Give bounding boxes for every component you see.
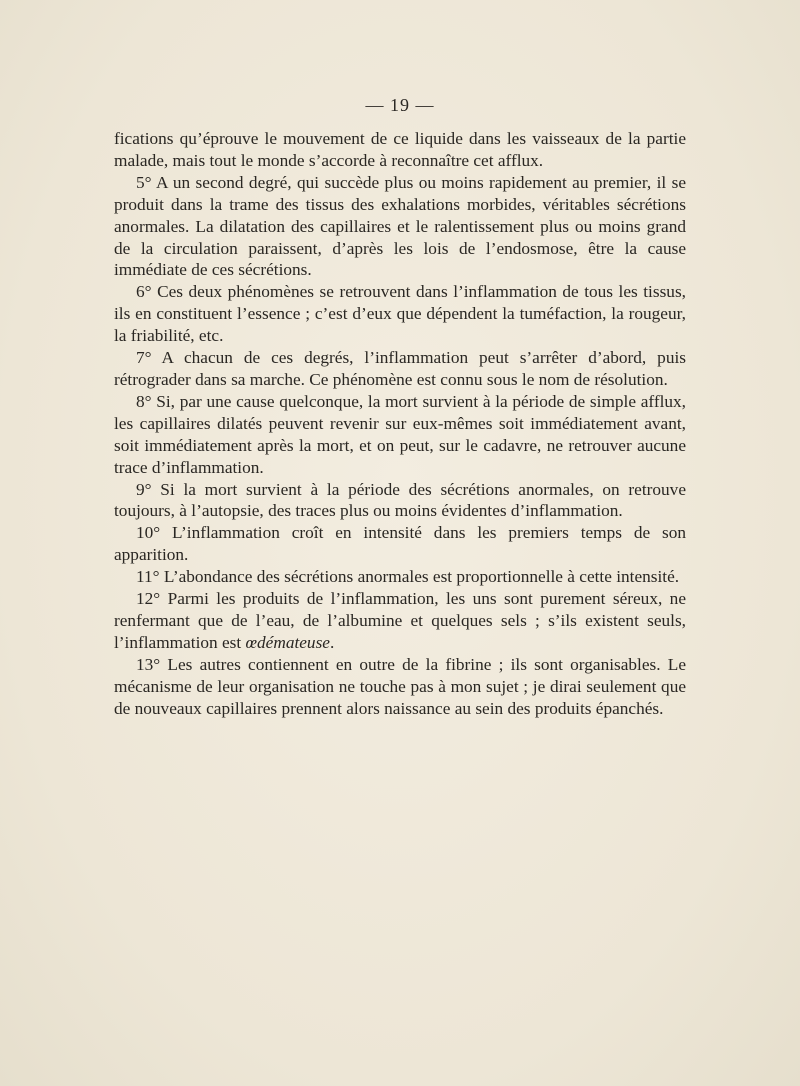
paragraph-9: 9° Si la mort survient à la période des sécrétions anormales, on retrouve toujours, à l’autopsie, des traces plus ou moins évidentes d’inflammation. <box>114 479 686 521</box>
paragraph-7: 7° A chacun de ces degrés, l’inflammation peut s’arrêter d’abord, puis rétrograder dans sa marche. Ce phénomène est connu sous le nom de résolution. <box>114 348 686 389</box>
paragraph-12-italic: œdémateuse <box>245 632 330 652</box>
paragraph-6: 6° Ces deux phénomènes se retrouvent dans l’inflammation de tous les tissus, ils en constituent l’essence ; c’est d’eux que dépendent la tuméfaction, la rougeur, la friabilité, etc. <box>114 282 686 346</box>
paragraph-12 <box>114 588 686 654</box>
paragraph-11: 11° L’abondance des sécrétions anormales est proportionnelle à cette intensité. <box>136 567 680 587</box>
paragraph-continuation: fications qu’éprouve le mouvement de ce liquide dans les vaisseaux de la partie malade, mais tout le monde s’accorde à reconnaître cet afflux. <box>114 129 686 170</box>
body-text <box>114 128 686 719</box>
page-number: — 19 — <box>365 95 435 115</box>
paragraph-5: 5° A un second degré, qui succède plus ou moins rapidement au premier, il se produit dans la trame des tissus des exhalations morbides, véritables sécrétions anormales. La dilatation des capillaires et le ralentissement plus ou moins grand de la circulation paraissent, d’après les lois de l’endosmose, être la cause immédiate de ces sécrétions. <box>114 172 686 280</box>
paragraph-13: 13° Les autres contiennent en outre de la fibrine ; ils sont organisables. Le mécanisme de leur organisation ne touche pas à mon sujet ; je dirai seulement que de nouveaux capillaires prennent alors naissance au sein des produits épanchés. <box>114 654 686 718</box>
paragraph-10: 10° L’inflammation croît en intensité dans les premiers temps de son apparition. <box>114 523 686 565</box>
paragraph-12-text: 12° Parmi les produits de l’inflammation, les uns sont purement séreux, ne renfermant que de l’eau, de l’albumine et quelques sels ; s’ils existent seuls, l’inflammation est <box>114 589 686 652</box>
paragraph-12-end: . <box>329 632 335 652</box>
paragraph-8: 8° Si, par une cause quelconque, la mort survient à la période de simple afflux, les capillaires dilatés peuvent revenir sur eux-mêmes soit immédiatement avant, soit immédiatement après la mort, et on peut, sur le cadavre, ne retrouver aucune trace d’inflammation. <box>114 391 686 477</box>
